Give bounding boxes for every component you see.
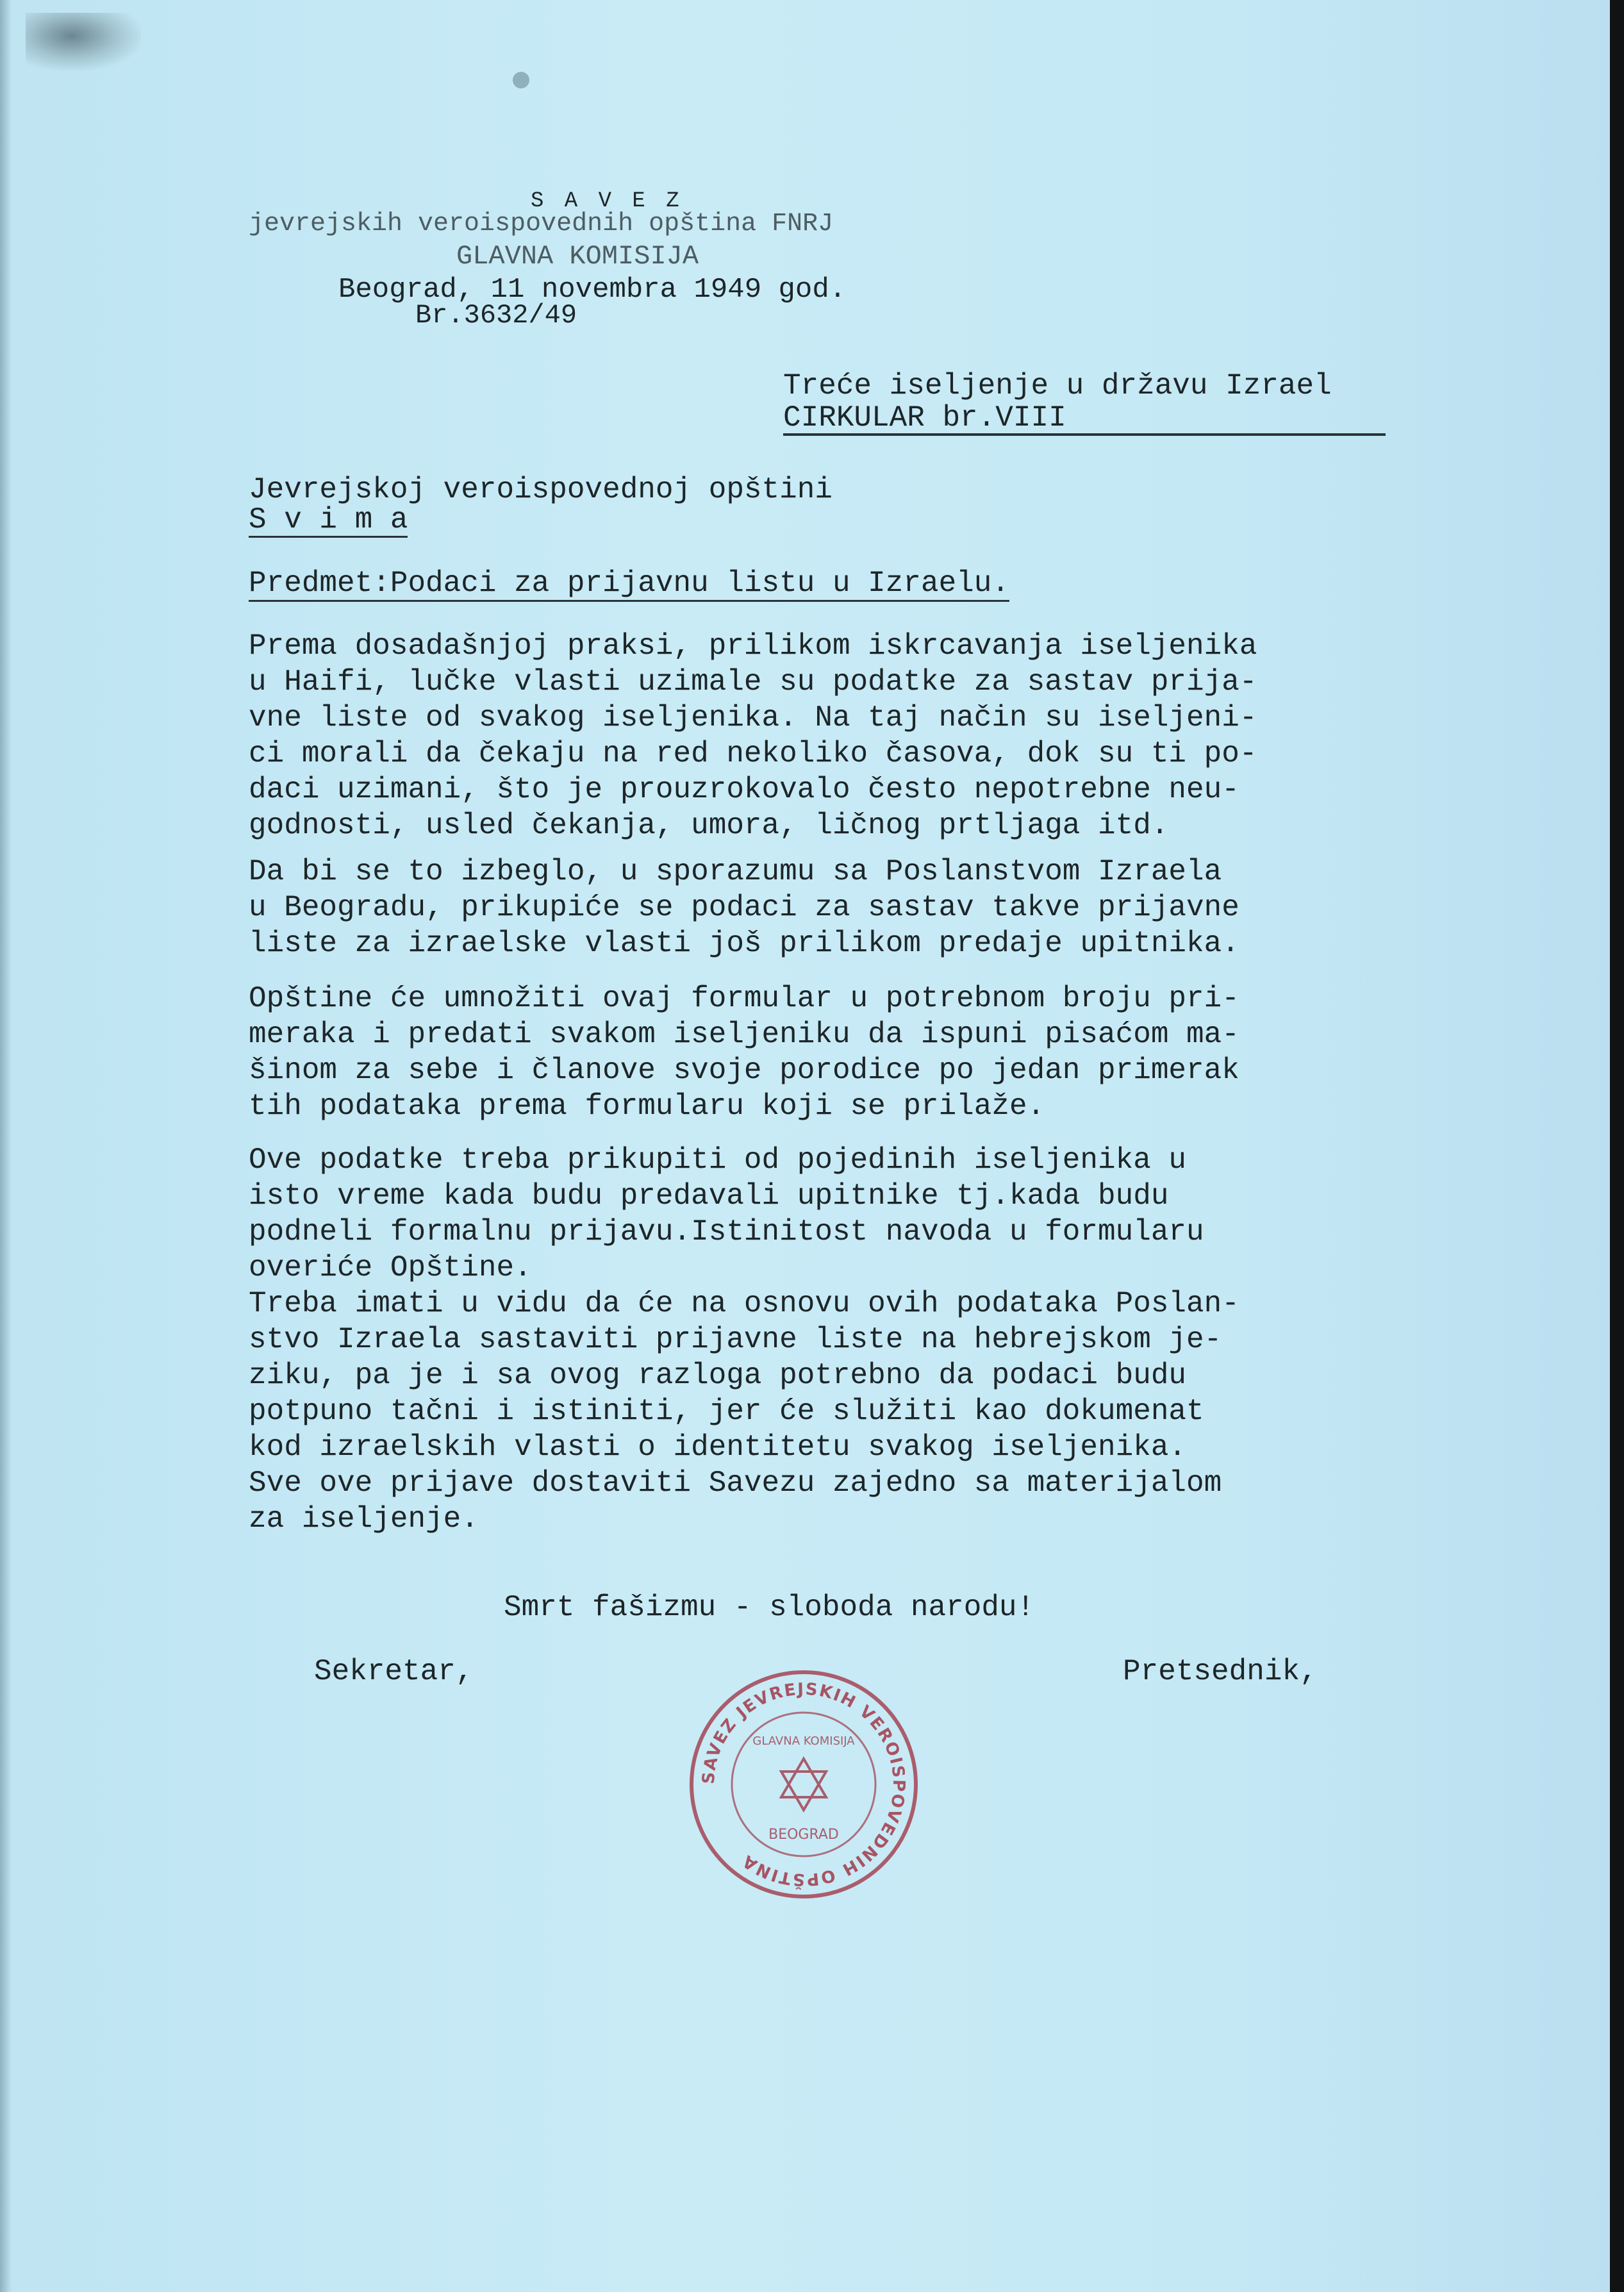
page-corner-wear <box>26 13 141 71</box>
paragraph-line: overiće Opštine. <box>249 1251 532 1284</box>
paragraph-5 <box>249 1465 1222 1537</box>
paragraph-line: stvo Izraela sastaviti prijavne liste na hebrejskom je- <box>249 1323 1222 1356</box>
paragraph-line: Sve ove prijave dostaviti Savezu zajedno sa materijalom <box>249 1466 1222 1500</box>
recipient-line: Jevrejskoj veroispovednoj opštini <box>249 473 833 506</box>
paragraph-line: kod izraelskih vlasti o identitetu svakog iseljenika. <box>249 1431 1187 1464</box>
paragraph-4 <box>249 1142 1239 1465</box>
paragraph-line: ziku, pa je i sa ovog razloga potrebno da podaci budu <box>249 1359 1187 1392</box>
page-left-shade <box>0 0 12 2292</box>
secretary-label: Sekretar, <box>314 1655 474 1688</box>
paragraph-line: potpuno tačni i istiniti, jer će služiti kao dokumenat <box>249 1395 1204 1428</box>
reference-number: Br.3632/49 <box>415 300 577 331</box>
place-date: Beograd, 11 novembra 1949 god. <box>338 274 847 306</box>
subject-line: Predmet:Podaci za prijavnu listu u Izraelu. <box>249 567 1009 602</box>
paragraph-line: tih podataka prema formularu koji se prilaže. <box>249 1090 1045 1123</box>
paragraph-line: daci uzimani, što je prouzrokovalo često nepotrebne neu- <box>249 773 1239 806</box>
paragraph-line: godnosti, usled čekanja, umora, ličnog prtljaga itd. <box>249 809 1169 842</box>
paragraph-line: vne liste od svakog iseljenika. Na taj način su iseljeni- <box>249 701 1257 735</box>
paragraph-line: liste za izraelske vlasti još prilikom predaje upitnika. <box>249 927 1239 960</box>
paragraph-line: u Beogradu, prikupiće se podaci za sastav takve prijavne <box>249 891 1239 924</box>
paragraph-line: isto vreme kada budu predavali upitnike tj.kada budu <box>249 1179 1169 1213</box>
paragraph-line: Opštine će umnožiti ovaj formular u potrebnom broju pri- <box>249 982 1239 1015</box>
circular-number: CIRKULAR br.VIII <box>783 401 1066 435</box>
official-stamp <box>682 1663 925 1906</box>
paragraph-2 <box>249 854 1239 961</box>
paragraph-line: Treba imati u vidu da će na osnovu ovih podataka Poslan- <box>249 1287 1239 1320</box>
page-edge-shadow <box>1610 0 1624 2292</box>
stamp-ring-text: SAVEZ JEVREJSKIH VEROISPOVEDNIH OPŠTINA <box>699 1679 909 1889</box>
circular-title: Treće iseljenje u državu Izrael <box>783 369 1332 403</box>
paragraph-3 <box>249 981 1239 1124</box>
punch-hole <box>513 72 529 88</box>
paragraph-line: u Haifi, lučke vlasti uzimale su podatke za sastav prija- <box>249 665 1257 699</box>
org-name-heading: S A V E Z <box>531 189 683 213</box>
paragraph-1 <box>249 628 1257 843</box>
paragraph-line: Ove podatke treba prikupiti od pojedinih iseljenika u <box>249 1143 1187 1177</box>
paragraph-line: Prema dosadašnjoj praksi, prilikom iskrcavanja iseljenika <box>249 629 1257 663</box>
paragraph-line: ci morali da čekaju na red nekoliko časova, dok su ti po- <box>249 737 1257 770</box>
closing-slogan: Smrt fašizmu - sloboda narodu! <box>504 1591 1035 1624</box>
recipient-all: S v i m a <box>249 503 408 536</box>
svg-text:SAVEZ JEVREJSKIH VEROISPOVEDNI <box>699 1680 908 1891</box>
paragraph-line: za iseljenje. <box>249 1502 479 1536</box>
paragraph-line: šinom za sebe i članove svoje porodice po jedan primerak <box>249 1054 1239 1087</box>
stamp-city: BEOGRAD <box>768 1827 839 1843</box>
president-label: Pretsednik, <box>1123 1655 1318 1688</box>
paragraph-line: podneli formalnu prijavu.Istinitost navoda u formularu <box>249 1215 1204 1249</box>
header-rule <box>783 433 1386 436</box>
org-name-line: jevrejskih veroispovednih opština FNRJ <box>249 210 834 238</box>
paragraph-line: Da bi se to izbeglo, u sporazumu sa Poslanstvom Izraela <box>249 855 1222 888</box>
commission-name: GLAVNA KOMISIJA <box>456 241 699 272</box>
star-of-david-icon <box>781 1759 826 1810</box>
stamp-inner-text: GLAVNA KOMISIJA <box>752 1734 855 1748</box>
paragraph-line: meraka i predati svakom iseljeniku da ispuni pisaćom ma- <box>249 1018 1239 1051</box>
